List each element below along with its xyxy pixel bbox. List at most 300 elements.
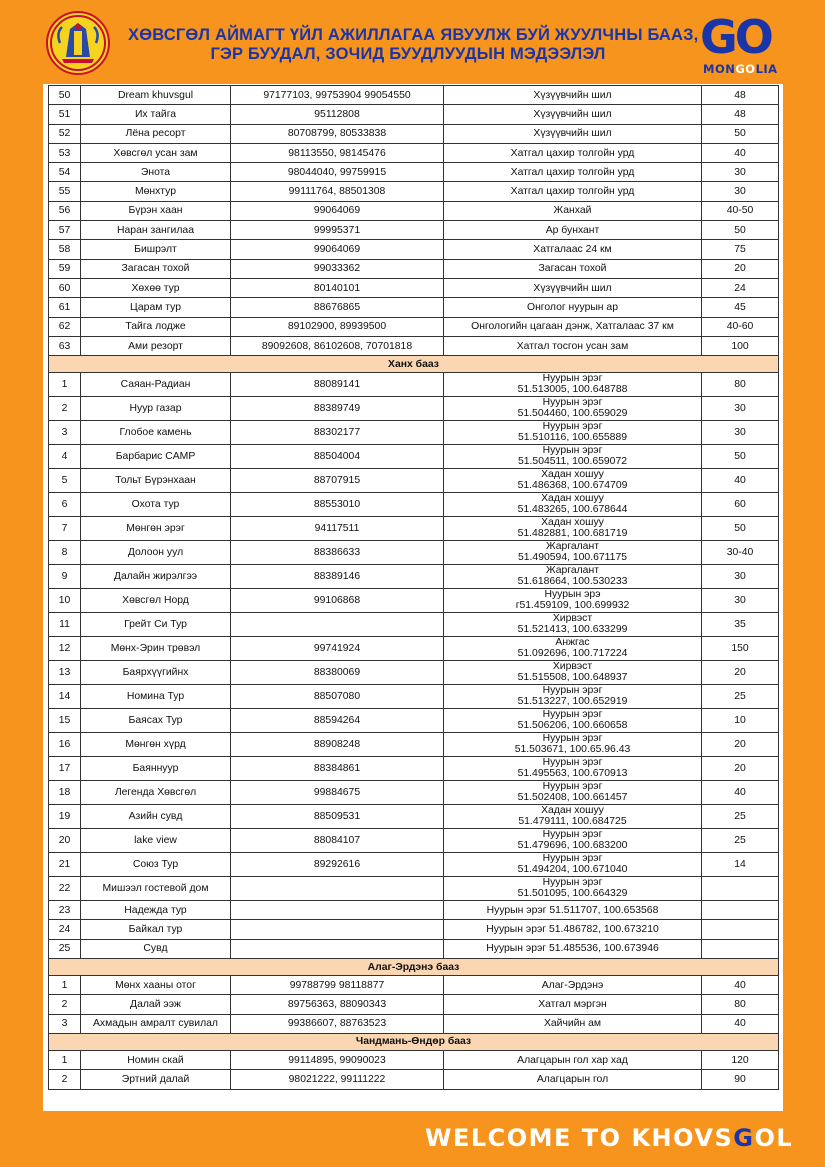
- location-cell: Хатгал цахир толгойн урд: [444, 143, 702, 162]
- capacity-cell: 30: [702, 182, 779, 201]
- page-header: [0, 0, 825, 85]
- location-cell: [444, 829, 702, 853]
- location-cell: Нуурын эрэг 51.511707, 100.653568: [444, 901, 702, 920]
- logo-go-part: GO: [735, 62, 756, 76]
- row-number-cell: 56: [49, 201, 81, 220]
- capacity-cell: 100: [702, 336, 779, 355]
- camp-name-cell: Мөнхтур: [81, 182, 231, 201]
- table-row: [49, 685, 779, 709]
- location-cell: Хатгал цахир толгойн урд: [444, 182, 702, 201]
- location-cell: Хүзүүвчийн шил: [444, 105, 702, 124]
- row-number-cell: 6: [49, 493, 81, 517]
- location-coordinates: 51.495563, 100.670913: [517, 767, 628, 779]
- phone-cell: 88302177: [231, 421, 444, 445]
- camp-name-cell: Ами резорт: [81, 336, 231, 355]
- khuvsgul-emblem-icon: [46, 11, 110, 75]
- go-mongolia-logo: [700, 10, 792, 80]
- phone-cell: 94117511: [231, 517, 444, 541]
- camp-name-cell: Мөнх хааны отог: [81, 976, 231, 995]
- section-title: Чандмань-Өндөр бааз: [49, 1033, 779, 1050]
- camp-name-cell: Тайга лодже: [81, 317, 231, 336]
- camp-name-cell: Далайн жирэлгээ: [81, 565, 231, 589]
- row-number-cell: 51: [49, 105, 81, 124]
- table-row: [49, 939, 779, 958]
- phone-cell: 99111764, 88501308: [231, 182, 444, 201]
- camp-name-cell: Хөвсгөл усан зам: [81, 143, 231, 162]
- location-coordinates: 51.506206, 100.660658: [517, 719, 628, 731]
- location-cell: Хатгал цахир толгойн урд: [444, 163, 702, 182]
- location-name: Хирвэст: [552, 613, 593, 625]
- location-name: Хадан хошуу: [541, 805, 604, 817]
- location-cell: [444, 397, 702, 421]
- table-row: [49, 829, 779, 853]
- row-number-cell: 25: [49, 939, 81, 958]
- row-number-cell: 1: [49, 1050, 81, 1069]
- location-coordinates: 51.510116, 100.655889: [517, 431, 627, 443]
- table-row: [49, 278, 779, 297]
- table-row: [49, 637, 779, 661]
- phone-cell: 88084107: [231, 829, 444, 853]
- table-row: [49, 613, 779, 637]
- location-cell: [444, 733, 702, 757]
- capacity-cell: [702, 877, 779, 901]
- table-row: [49, 124, 779, 143]
- table-row: [49, 877, 779, 901]
- phone-cell: 88553010: [231, 493, 444, 517]
- row-number-cell: 11: [49, 613, 81, 637]
- table-row: [49, 781, 779, 805]
- table-row: [49, 143, 779, 162]
- phone-cell: 88908248: [231, 733, 444, 757]
- capacity-cell: 75: [702, 240, 779, 259]
- capacity-cell: 48: [702, 86, 779, 105]
- capacity-cell: 30: [702, 565, 779, 589]
- phone-cell: 88389146: [231, 565, 444, 589]
- location-cell: [444, 877, 702, 901]
- capacity-cell: 40: [702, 781, 779, 805]
- capacity-cell: 40-50: [702, 201, 779, 220]
- location-coordinates: 51.490594, 100.671175: [517, 551, 627, 563]
- camp-name-cell: Бишрэлт: [81, 240, 231, 259]
- capacity-cell: 40: [702, 469, 779, 493]
- location-cell: [444, 541, 702, 565]
- phone-cell: [231, 920, 444, 939]
- capacity-cell: 45: [702, 298, 779, 317]
- location-name: Хирвэст: [552, 661, 593, 673]
- camp-name-cell: Баясах Тур: [81, 709, 231, 733]
- phone-cell: 99884675: [231, 781, 444, 805]
- camp-name-cell: Мөнгөн хүрд: [81, 733, 231, 757]
- camp-name-cell: Баярхүүгийнх: [81, 661, 231, 685]
- table-row: [49, 201, 779, 220]
- page-title: [128, 26, 699, 64]
- table-row: [49, 709, 779, 733]
- location-cell: [444, 445, 702, 469]
- section-header-row: [49, 1033, 779, 1050]
- location-coordinates: 51.502408, 100.661457: [517, 791, 628, 803]
- table-row: [49, 259, 779, 278]
- table-row: [49, 317, 779, 336]
- camp-name-cell: Мөнх-Эрин трөвэл: [81, 637, 231, 661]
- phone-cell: 89102900, 89939500: [231, 317, 444, 336]
- camp-name-cell: Легенда Хөвсгөл: [81, 781, 231, 805]
- location-cell: Алаг-Эрдэнэ: [444, 976, 702, 995]
- section-title: Алаг-Эрдэнэ бааз: [49, 959, 779, 976]
- logo-mon-part: MON: [703, 62, 736, 76]
- location-name: Нуурын эрэг: [542, 445, 603, 457]
- location-name: Хадан хошуу: [541, 469, 604, 481]
- table-row: [49, 901, 779, 920]
- row-number-cell: 20: [49, 829, 81, 853]
- phone-cell: 80140101: [231, 278, 444, 297]
- row-number-cell: 22: [49, 877, 81, 901]
- phone-cell: 88380069: [231, 661, 444, 685]
- phone-cell: 88089141: [231, 373, 444, 397]
- capacity-cell: 50: [702, 221, 779, 240]
- row-number-cell: 63: [49, 336, 81, 355]
- location-cell: [444, 757, 702, 781]
- phone-cell: 99386607, 88763523: [231, 1014, 444, 1033]
- phone-cell: 99064069: [231, 240, 444, 259]
- table-row: [49, 373, 779, 397]
- footer-text-o: G: [733, 1124, 755, 1152]
- location-name: Нуурын эрэг: [542, 373, 603, 385]
- camp-name-cell: Загасан тохой: [81, 259, 231, 278]
- phone-cell: 89756363, 88090343: [231, 995, 444, 1014]
- camp-name-cell: Надежда тур: [81, 901, 231, 920]
- capacity-cell: 20: [702, 757, 779, 781]
- section-header-row: [49, 356, 779, 373]
- location-cell: [444, 853, 702, 877]
- phone-cell: 88676865: [231, 298, 444, 317]
- table-row: [49, 445, 779, 469]
- capacity-cell: 30: [702, 163, 779, 182]
- location-name: Нуурын эрэг: [542, 709, 603, 721]
- camp-name-cell: Байкал тур: [81, 920, 231, 939]
- location-cell: [444, 661, 702, 685]
- location-cell: Жанхай: [444, 201, 702, 220]
- row-number-cell: 4: [49, 445, 81, 469]
- row-number-cell: 10: [49, 589, 81, 613]
- camp-name-cell: lake view: [81, 829, 231, 853]
- camp-name-cell: Номин скай: [81, 1050, 231, 1069]
- location-name: Жаргалант: [546, 565, 599, 577]
- location-cell: [444, 469, 702, 493]
- capacity-cell: 25: [702, 829, 779, 853]
- capacity-cell: 20: [702, 259, 779, 278]
- phone-cell: 97177103, 99753904 99054550: [231, 86, 444, 105]
- capacity-cell: 40: [702, 143, 779, 162]
- table-row: [49, 397, 779, 421]
- camp-name-cell: Охота тур: [81, 493, 231, 517]
- location-name: Хадан хошуу: [541, 517, 604, 529]
- camp-name-cell: Долоон уул: [81, 541, 231, 565]
- camp-name-cell: Мишээл гостевой дом: [81, 877, 231, 901]
- location-cell: [444, 781, 702, 805]
- location-coordinates: 51.482881, 100.681719: [517, 527, 628, 539]
- camp-name-cell: Саяан-Радиан: [81, 373, 231, 397]
- phone-cell: [231, 939, 444, 958]
- table-row: [49, 469, 779, 493]
- document-sheet: [43, 84, 783, 1111]
- location-coordinates: 51.504511, 100.659072: [517, 455, 627, 467]
- row-number-cell: 2: [49, 995, 81, 1014]
- table-row: [49, 805, 779, 829]
- phone-cell: 88504004: [231, 445, 444, 469]
- location-name: Нуурын эрэг: [542, 853, 603, 865]
- section-title: Ханх бааз: [49, 356, 779, 373]
- capacity-cell: 25: [702, 685, 779, 709]
- location-cell: Хүзүүвчийн шил: [444, 124, 702, 143]
- table-row: [49, 589, 779, 613]
- location-coordinates: 51.501095, 100.664329: [517, 887, 628, 899]
- location-cell: [444, 373, 702, 397]
- location-coordinates: 51.479696, 100.683200: [517, 839, 628, 851]
- row-number-cell: 53: [49, 143, 81, 162]
- table-row: [49, 493, 779, 517]
- phone-cell: 88509531: [231, 805, 444, 829]
- camp-table-body: [49, 86, 779, 1090]
- location-name: Нуурын эрэг: [542, 877, 603, 889]
- location-cell: Нуурын эрэг 51.486782, 100.673210: [444, 920, 702, 939]
- row-number-cell: 1: [49, 976, 81, 995]
- capacity-cell: 50: [702, 517, 779, 541]
- row-number-cell: 50: [49, 86, 81, 105]
- row-number-cell: 52: [49, 124, 81, 143]
- capacity-cell: 20: [702, 661, 779, 685]
- location-coordinates: 51.618664, 100.530233: [517, 575, 628, 587]
- row-number-cell: 54: [49, 163, 81, 182]
- location-name: Нуурын эрэг: [542, 733, 603, 745]
- table-row: [49, 1014, 779, 1033]
- capacity-cell: 48: [702, 105, 779, 124]
- camp-name-cell: Барбарис CAMP: [81, 445, 231, 469]
- row-number-cell: 16: [49, 733, 81, 757]
- camp-name-cell: Мөнгөн эрэг: [81, 517, 231, 541]
- row-number-cell: 9: [49, 565, 81, 589]
- capacity-cell: 40: [702, 1014, 779, 1033]
- row-number-cell: 17: [49, 757, 81, 781]
- logo-go-text: GO: [700, 10, 771, 64]
- footer-text-post: OL: [754, 1124, 794, 1152]
- section-header-row: [49, 959, 779, 976]
- location-name: Нуурын эрэг: [542, 781, 603, 793]
- phone-cell: 99995371: [231, 221, 444, 240]
- location-name: Нуурын эрэг: [542, 397, 603, 409]
- row-number-cell: 62: [49, 317, 81, 336]
- capacity-cell: 30-40: [702, 541, 779, 565]
- phone-cell: 88389749: [231, 397, 444, 421]
- table-row: [49, 1070, 779, 1089]
- row-number-cell: 2: [49, 397, 81, 421]
- location-coordinates: 51.503671, 100.65.96.43: [514, 743, 631, 755]
- table-row: [49, 733, 779, 757]
- camp-name-cell: Союз Тур: [81, 853, 231, 877]
- location-cell: Онгологийн цагаан дэнж, Хатгалаас 37 км: [444, 317, 702, 336]
- phone-cell: 98021222, 99111222: [231, 1070, 444, 1089]
- location-cell: [444, 613, 702, 637]
- table-row: [49, 541, 779, 565]
- phone-cell: 88594264: [231, 709, 444, 733]
- table-row: [49, 240, 779, 259]
- phone-cell: 88707915: [231, 469, 444, 493]
- camp-name-cell: Азийн сувд: [81, 805, 231, 829]
- capacity-cell: 150: [702, 637, 779, 661]
- phone-cell: 99788799 98118877: [231, 976, 444, 995]
- phone-cell: [231, 901, 444, 920]
- camp-name-cell: Лёна ресорт: [81, 124, 231, 143]
- location-coordinates: 51.494204, 100.671040: [517, 863, 628, 875]
- capacity-cell: 20: [702, 733, 779, 757]
- capacity-cell: 30: [702, 589, 779, 613]
- row-number-cell: 23: [49, 901, 81, 920]
- row-number-cell: 15: [49, 709, 81, 733]
- capacity-cell: 30: [702, 421, 779, 445]
- location-name: Нуурын эрэг: [542, 829, 603, 841]
- row-number-cell: 19: [49, 805, 81, 829]
- camp-name-cell: Наран зангилаа: [81, 221, 231, 240]
- capacity-cell: 30: [702, 397, 779, 421]
- table-row: [49, 336, 779, 355]
- capacity-cell: 14: [702, 853, 779, 877]
- location-cell: Ар бунхант: [444, 221, 702, 240]
- capacity-cell: 50: [702, 445, 779, 469]
- camp-name-cell: Их тайга: [81, 105, 231, 124]
- logo-mongolia-text: [703, 62, 792, 76]
- camp-name-cell: Номина Тур: [81, 685, 231, 709]
- row-number-cell: 3: [49, 1014, 81, 1033]
- capacity-cell: [702, 939, 779, 958]
- capacity-cell: 24: [702, 278, 779, 297]
- capacity-cell: [702, 901, 779, 920]
- phone-cell: 99114895, 99090023: [231, 1050, 444, 1069]
- table-row: [49, 1050, 779, 1069]
- location-cell: Хайчийн ам: [444, 1014, 702, 1033]
- capacity-cell: 35: [702, 613, 779, 637]
- capacity-cell: 50: [702, 124, 779, 143]
- phone-cell: 89292616: [231, 853, 444, 877]
- location-cell: [444, 565, 702, 589]
- camp-name-cell: Далай ээж: [81, 995, 231, 1014]
- location-cell: [444, 421, 702, 445]
- location-name: Нуурын эрэ: [544, 589, 601, 601]
- row-number-cell: 21: [49, 853, 81, 877]
- phone-cell: 98113550, 98145476: [231, 143, 444, 162]
- location-cell: Онголог нуурын ар: [444, 298, 702, 317]
- location-cell: [444, 637, 702, 661]
- row-number-cell: 5: [49, 469, 81, 493]
- location-cell: [444, 805, 702, 829]
- phone-cell: 89092608, 86102608, 70701818: [231, 336, 444, 355]
- location-name: Нуурын эрэг: [542, 757, 603, 769]
- location-cell: Хатгалаас 24 км: [444, 240, 702, 259]
- table-row: [49, 757, 779, 781]
- camp-name-cell: Баяннуур: [81, 757, 231, 781]
- location-cell: [444, 709, 702, 733]
- row-number-cell: 61: [49, 298, 81, 317]
- row-number-cell: 14: [49, 685, 81, 709]
- row-number-cell: 7: [49, 517, 81, 541]
- camp-name-cell: Тольт Бүрэнхаан: [81, 469, 231, 493]
- location-cell: Хүзүүвчийн шил: [444, 278, 702, 297]
- table-row: [49, 163, 779, 182]
- camp-name-cell: Dream khuvsgul: [81, 86, 231, 105]
- row-number-cell: 60: [49, 278, 81, 297]
- camp-name-cell: Энота: [81, 163, 231, 182]
- phone-cell: 99033362: [231, 259, 444, 278]
- camp-name-cell: Эртний далай: [81, 1070, 231, 1089]
- camp-name-cell: Нуур газар: [81, 397, 231, 421]
- location-cell: Алагцарын гол: [444, 1070, 702, 1089]
- row-number-cell: 59: [49, 259, 81, 278]
- phone-cell: 95112808: [231, 105, 444, 124]
- row-number-cell: 3: [49, 421, 81, 445]
- camp-name-cell: Сувд: [81, 939, 231, 958]
- table-row: [49, 421, 779, 445]
- capacity-cell: [702, 920, 779, 939]
- location-coordinates: 51.513227, 100.652919: [517, 695, 628, 707]
- row-number-cell: 55: [49, 182, 81, 201]
- camp-name-cell: Царам тур: [81, 298, 231, 317]
- camp-name-cell: Ахмадын амралт сувилал: [81, 1014, 231, 1033]
- table-row: [49, 853, 779, 877]
- phone-cell: [231, 877, 444, 901]
- row-number-cell: 57: [49, 221, 81, 240]
- table-row: [49, 517, 779, 541]
- table-row: [49, 976, 779, 995]
- location-coordinates: 51.504460, 100.659029: [517, 407, 628, 419]
- location-cell: Хатгал тосгон усан зам: [444, 336, 702, 355]
- phone-cell: 88507080: [231, 685, 444, 709]
- capacity-cell: 90: [702, 1070, 779, 1089]
- table-row: [49, 565, 779, 589]
- phone-cell: 80708799, 80533838: [231, 124, 444, 143]
- phone-cell: [231, 613, 444, 637]
- row-number-cell: 2: [49, 1070, 81, 1089]
- location-coordinates: 51.521413, 100.633299: [517, 623, 628, 635]
- capacity-cell: 40-60: [702, 317, 779, 336]
- row-number-cell: 13: [49, 661, 81, 685]
- location-coordinates: 51.092696, 100.717224: [517, 647, 628, 659]
- phone-cell: 98044040, 99759915: [231, 163, 444, 182]
- welcome-footer: [425, 1124, 800, 1154]
- title-line-2: ГЭР БУУДАЛ, ЗОЧИД БУУДЛУУДЫН МЭДЭЭЛЭЛ: [210, 45, 606, 63]
- table-row: [49, 920, 779, 939]
- location-coordinates: г51.459109, 100.699932: [515, 599, 630, 611]
- phone-cell: 99064069: [231, 201, 444, 220]
- table-row: [49, 221, 779, 240]
- camp-name-cell: Хөхөө тур: [81, 278, 231, 297]
- row-number-cell: 1: [49, 373, 81, 397]
- location-cell: Загасан тохой: [444, 259, 702, 278]
- camp-name-cell: Грейт Си Тур: [81, 613, 231, 637]
- capacity-cell: 80: [702, 995, 779, 1014]
- camp-name-cell: Хөвсгөл Норд: [81, 589, 231, 613]
- phone-cell: 88384861: [231, 757, 444, 781]
- location-name: Нуурын эрэг: [542, 685, 603, 697]
- table-row: [49, 86, 779, 105]
- phone-cell: 99741924: [231, 637, 444, 661]
- row-number-cell: 12: [49, 637, 81, 661]
- table-row: [49, 661, 779, 685]
- footer-text-pre: WELCOME TO KHOVS: [425, 1124, 734, 1152]
- location-coordinates: 51.486368, 100.674709: [517, 479, 628, 491]
- capacity-cell: 120: [702, 1050, 779, 1069]
- location-cell: Хатгал мэргэн: [444, 995, 702, 1014]
- location-cell: Хүзүүвчийн шил: [444, 86, 702, 105]
- location-cell: [444, 589, 702, 613]
- row-number-cell: 58: [49, 240, 81, 259]
